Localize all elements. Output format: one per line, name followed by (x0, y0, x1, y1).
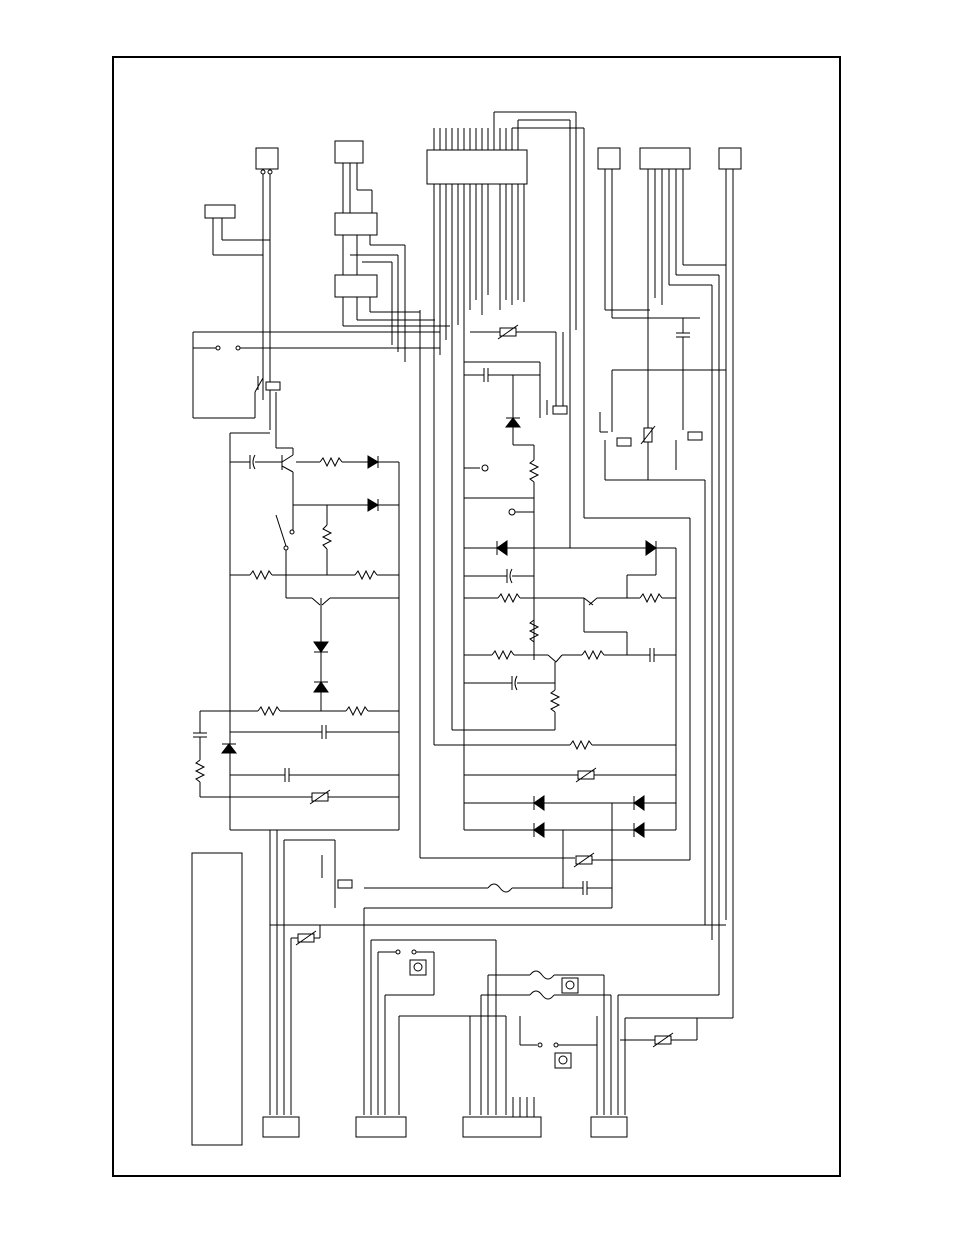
connector-top-2 (205, 205, 270, 255)
connector-bottom-4 (591, 1117, 627, 1137)
terminal-block-top (427, 112, 584, 830)
connector-bottom-2 (356, 1117, 406, 1137)
connector-top-4 (598, 148, 700, 318)
lower-right-grid (470, 930, 733, 1115)
left-control-loop (193, 332, 440, 418)
connector-bottom-3 (463, 1097, 541, 1137)
left-amp-block (230, 392, 399, 830)
center-middle-block (434, 541, 676, 830)
connector-bottom-1 (263, 1117, 299, 1137)
left-filter-block (193, 707, 399, 830)
right-relay-block (600, 275, 726, 940)
connector-top-3 (335, 141, 372, 215)
center-upper-block (420, 310, 575, 858)
legend-box (192, 853, 242, 1145)
lower-left-relay (270, 830, 726, 1115)
relay-contact-left (230, 376, 280, 830)
relay-module-2 (335, 262, 450, 345)
